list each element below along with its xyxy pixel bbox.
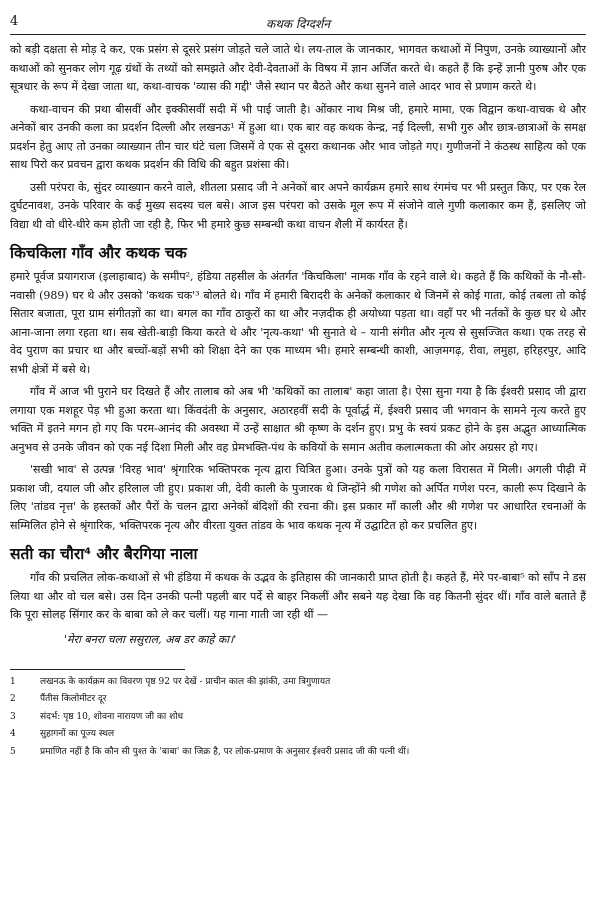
paragraph: गाँव की प्रचलित लोक-कथाओं से भी हंडिया में कथक के उद्भव के इतिहास की जानकारी प्राप्त होती है। कहते हैं, मेरे पर-बाबा⁵ को साँप ने डस लिया था और वो चल बसे। उस दिन उनकी पत्नी पहली बार पर्दे से बाहर निकलीं और सबने यह देखा कि वह कितनी सुंदर थीं। गाँव वाले बताते हैं कि पूरा सोलह सिंगार कर के बाबा को ले कर चलीं। यह गाना गाती जा रही थीं —	[10, 571, 586, 621]
section-kichkila	[10, 268, 586, 535]
paragraph: 'सखी भाव' से उत्पन्न 'विरह भाव' श्रृंगारिक भक्तिपरक नृत्य द्वारा चित्रित हुआ। उनके पुत्रों को यह कला विरासत में मिली। अगली पीढ़ी में प्रकाश जी, दयाल जी और हरिलाल जी हुए। प्रकाश जी, देवी काली के पुजारक थे जिन्होंने श्री गणेश को अर्पित गणेश परन, काली रूप दिखाने के लिए 'तांडव नृत्त' के हस्तकों और पैरों के चलन द्वारा अनेकों बंदिशों की रचना की। इस प्रकार माँ काली और श्री गणेश पर आधारित रचनाओं के सम्मिलित होने से श्रृंगारिक, भक्तिपरक नृत्य और वीरता युक्त तांडव के भाव कथक नृत्य में उद्घाटित हो कर प्रचलित हुए।	[10, 463, 586, 532]
song-quote: 'मेरा बनरा चला ससुराल, अब डर काहे का।'	[64, 632, 237, 646]
paragraph: हमारे पूर्वज प्रयागराज (इलाहाबाद) के समीप², हंडिया तहसील के अंतर्गत 'किचकिला' नामक गाँव के रहने वाले थे। कहते हैं कि कथिकों के नौ-सौ-नवासी (989) घर थे और उसको 'कथक चक'³ बोलते थे। गाँव में हमारी बिरादरी के अनेकों कलाकार थे जिनमें से कोई गाता, कोई तबला तो कोई सितार बजाता, पूरा ग्राम संगीतज्ञों का था। बगल का गाँव ठाकुरों का था और नज़दीक ही अयोध्या पड़ता था। वहाँ पर भी नर्तकों के कुछ घर थे और आना-जाना लगा रहता था। सब खेती-बाड़ी किया करते थे और 'नृत्य-कथा' भी सुनाते थे – यानी संगीत और नृत्य से सुसज्जित कथा। एक तरह से वेद पुराण का प्रचार था और बच्चों-बड़ों सभी को शिक्षा देने का एक माध्यम भी। हमारे सम्बन्धी काशी, आज़मगढ़, रीवा, लमुहा, हरिहरपुर, आदि सभी क्षेत्रों में बसे थे।	[10, 270, 586, 376]
paragraph: कथा-वाचन की प्रथा बीसवीं और इक्कीसवीं सदी में भी पाई जाती है। ओंकार नाथ मिश्र जी, हमारे मामा, एक विद्वान कथा-वाचक थे और अनेकों बार उनकी कला का प्रदर्शन दिल्ली और लखनऊ¹ में हुआ था। एक बार वह कथक केन्द्र, नई दिल्ली, सभी गुरु और छात्र-छात्राओं के समक्ष प्रदर्शन हेतु आए तो उनका व्याख्यान तीन चार घंटे चला जिसमें वे एक से दूसरा कथानक और भाव जोड़ते गए। गुणीजनों ने कंठस्थ साहित्य को एक साथ पिरो कर प्रवचन द्वारा कथक प्रदर्शन की विधि की बहुत प्रशंसा की।	[10, 102, 586, 171]
footnote	[10, 709, 586, 727]
footnote-number: 2	[10, 694, 16, 705]
footnote-divider	[10, 669, 185, 670]
footnotes	[10, 674, 586, 762]
footnote	[10, 674, 586, 692]
footnote-text: संदर्भ: पृष्ठ 10, शोवना नारायण जी का शोध	[40, 711, 184, 722]
section-intro	[10, 41, 586, 234]
page-number: 4	[10, 14, 19, 29]
footnote-text: प्रमाणित नहीं है कि कौन सी पुश्त के 'बाबा' का जिक्र है, पर लोक-प्रमाण के अनुसार ईश्वरी प्रसाद जी की पत्नी थीं।	[40, 746, 410, 757]
footnote-text: सुहागनों का पूज्य स्थल	[40, 729, 115, 740]
footnote-text: पैंतीस किलोमीटर दूर	[40, 694, 107, 705]
running-title: कथक दिग्दर्शन	[266, 17, 330, 31]
footnote-number: 3	[10, 711, 16, 722]
footnote-text: लखनऊ के कार्यक्रम का विवरण पृष्ठ 92 पर देखें - प्राचीन काल की झांकी, उमा त्रिगुणायत	[40, 676, 331, 687]
paragraph: को बड़ी दक्षता से मोड़ दे कर, एक प्रसंग से दूसरे प्रसंग जोड़ते चले जाते थे। लय-ताल के जानकार, भागवत कथाओं में निपुण, उनके व्याख्यानों और कथाओं को सुनकर लोग गूढ़ ग्रंथों के तथ्यों को समझते और देवी-देवताओं के विषय में ज्ञान अर्जित करते थे। कहते हैं कि इन्हें ज्ञानी पुरुष और एक सूत्रधार के रूप में देखा जाता था, कथा-वाचक 'व्यास की गद्दी' जैसे स्थान पर बैठते और कथा सुनने वाले आदर भाव से प्रणाम करते थे।	[10, 43, 586, 93]
running-header	[10, 12, 586, 35]
footnote-number: 4	[10, 729, 16, 740]
section-sati-chaura	[10, 569, 586, 649]
footnote-number: 1	[10, 676, 16, 687]
paragraph: गाँव में आज भी पुराने घर दिखते हैं और तालाब को अब भी 'कथिकों का तालाब' कहा जाता है। ऐसा सुना गया है कि ईश्वरी प्रसाद जी द्वारा लगाया एक मशहूर पेड़ भी हुआ करता था। किंवदंती के अनुसार, अठारहवीं सदी के पूर्वार्द्ध में, ईश्वरी प्रसाद जी भगवान के सामने नृत्य करते हुए भक्ति में इतने मगन हो गए कि परम-आनंद की अवस्था में उन्हें साक्षात श्री कृष्ण के दर्शन हुए। प्रभु के स्वयं प्रकट होने के इस अद्भुत आध्यात्मिक अनुभव से उनके जीवन को एक नई दिशा मिली और वह प्रेमभक्ति-पंथ के कवियों के समान अतीव कलात्मकता की ओर अग्रसर हो गए।	[10, 385, 586, 454]
paragraph: उसी परंपरा के, सुंदर व्याख्यान करने वाले, शीतला प्रसाद जी ने अनेकों बार अपने कार्यक्रम हमारे साथ रंगमंच पर भी प्रस्तुत किए, पर एक रेल दुर्घटनावश, उनके परिवार के कई मुख्य सदस्य चल बसे। आज इस परंपरा को उसके मूल रूप में संजोने वाले गुणी कलाकार कम हैं, इसलिए जो विद्या थी वो धीरे-धीरे कम होती जा रही है, फिर भी हमारे कुछ सम्बन्धी कथा वाचन शैली में कार्यरत हैं।	[10, 180, 586, 231]
section-heading: किचकिला गाँव और कथक चक	[10, 244, 187, 262]
footnote	[10, 744, 586, 762]
footnote-number: 5	[10, 746, 16, 757]
footnote	[10, 726, 586, 744]
footnote	[10, 691, 586, 709]
section-heading: सती का चौरा⁴ और बैरगिया नाला	[10, 545, 198, 563]
